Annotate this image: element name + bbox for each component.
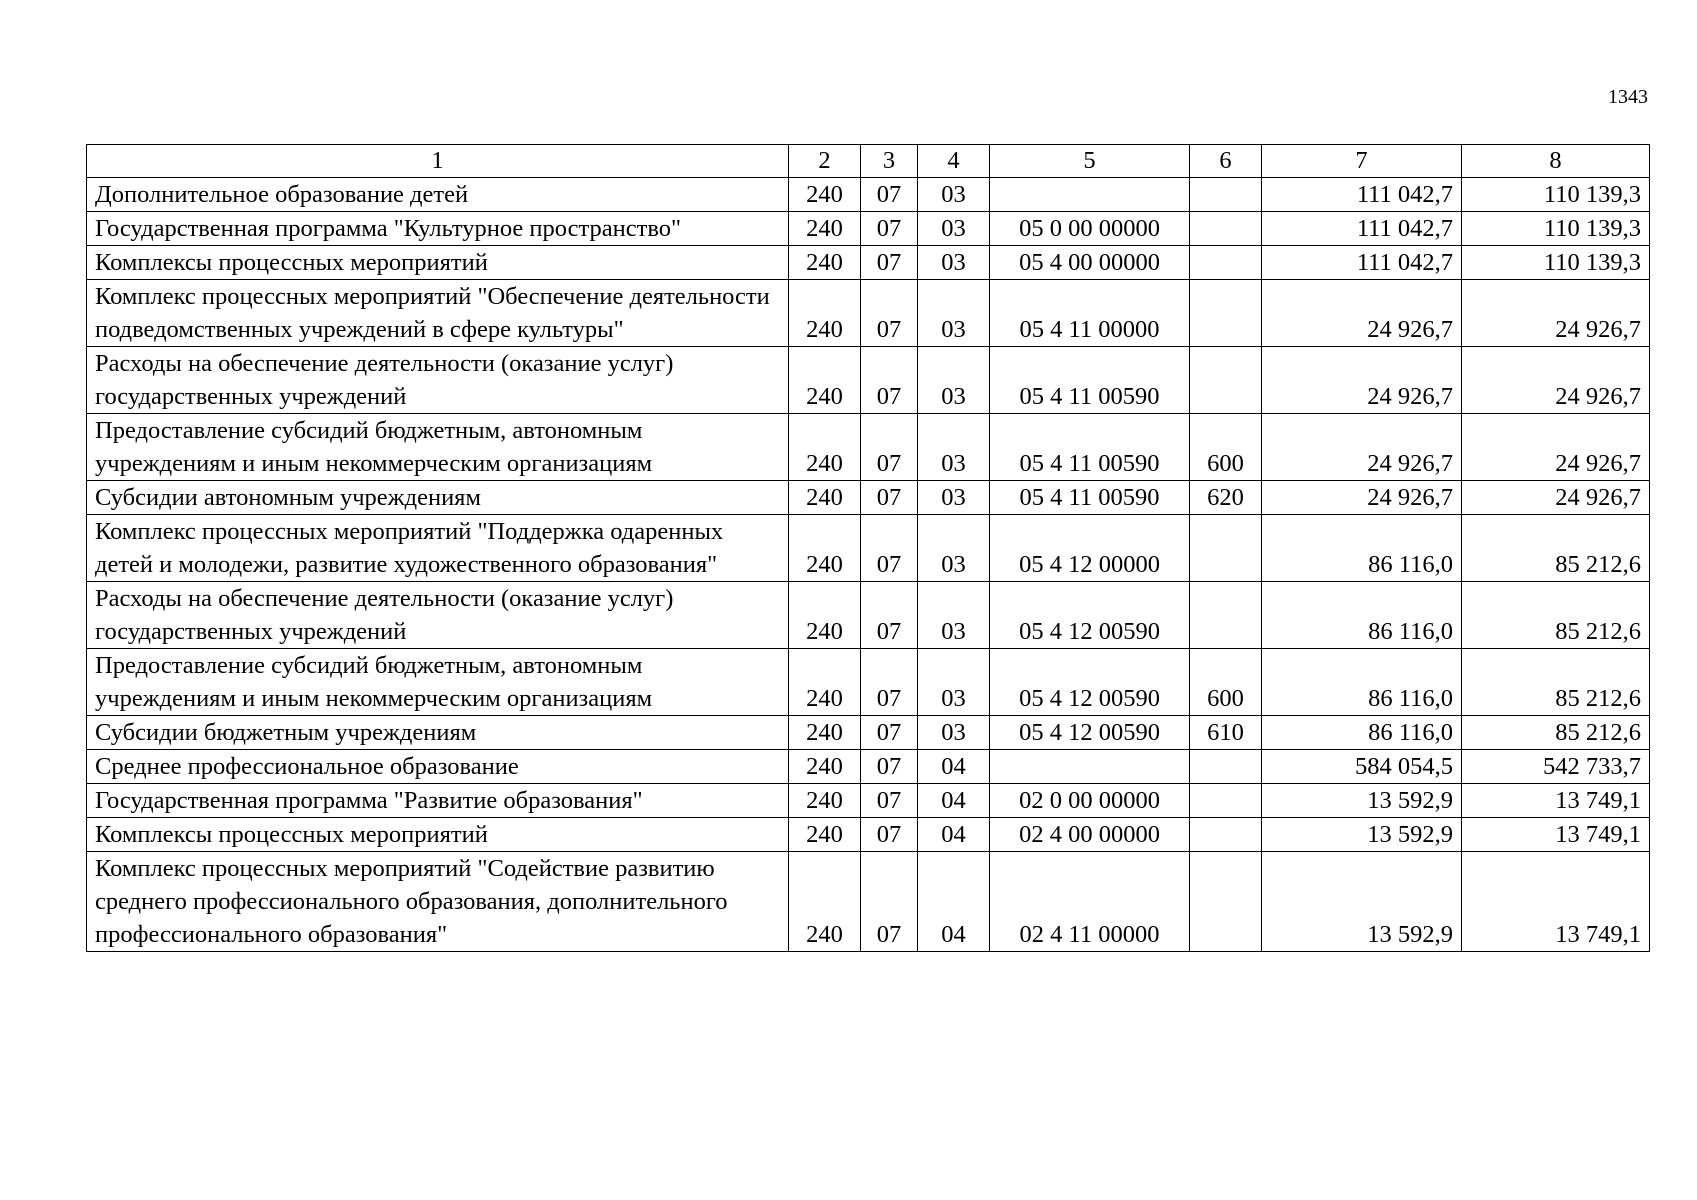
table-row: [87, 347, 1650, 414]
row-code-subsection: 03: [918, 347, 990, 414]
row-code-section: 07: [861, 818, 918, 852]
row-code-subsection: 04: [918, 750, 990, 784]
header-cell-3: 3: [861, 145, 918, 178]
row-code-ministry: 240: [789, 784, 861, 818]
row-code-target: 05 4 11 00000: [990, 280, 1190, 347]
row-amount-8: 85 212,6: [1462, 515, 1650, 582]
row-amount-7: 584 054,5: [1262, 750, 1462, 784]
row-code-expense-type: [1190, 178, 1262, 212]
row-code-subsection: 03: [918, 280, 990, 347]
row-amount-8: 110 139,3: [1462, 178, 1650, 212]
table-row: [87, 750, 1650, 784]
row-amount-7: 111 042,7: [1262, 212, 1462, 246]
row-code-subsection: 03: [918, 481, 990, 515]
budget-table: [86, 144, 1650, 952]
row-name: Дополнительное образование детей: [87, 178, 789, 212]
row-code-section: 07: [861, 784, 918, 818]
header-cell-7: 7: [1262, 145, 1462, 178]
row-code-ministry: 240: [789, 246, 861, 280]
row-name: Комплексы процессных мероприятий: [87, 818, 789, 852]
row-code-subsection: 03: [918, 178, 990, 212]
row-code-ministry: 240: [789, 716, 861, 750]
row-code-target: 05 4 12 00590: [990, 649, 1190, 716]
row-code-target: 05 4 12 00590: [990, 582, 1190, 649]
row-code-expense-type: [1190, 582, 1262, 649]
row-amount-7: 86 116,0: [1262, 716, 1462, 750]
row-amount-7: 86 116,0: [1262, 515, 1462, 582]
row-name: Государственная программа "Культурное пространство": [87, 212, 789, 246]
row-name: Расходы на обеспечение деятельности (оказание услуг) государственных учреждений: [87, 582, 789, 649]
row-code-expense-type: [1190, 347, 1262, 414]
table-row: [87, 784, 1650, 818]
row-code-section: 07: [861, 515, 918, 582]
row-code-ministry: 240: [789, 347, 861, 414]
row-code-subsection: 03: [918, 212, 990, 246]
page-number: 1343: [1608, 86, 1648, 108]
table-row: [87, 649, 1650, 716]
row-code-section: 07: [861, 414, 918, 481]
row-code-section: 07: [861, 178, 918, 212]
row-code-target: 05 4 11 00590: [990, 481, 1190, 515]
row-code-subsection: 03: [918, 649, 990, 716]
row-code-target: 05 4 00 00000: [990, 246, 1190, 280]
row-code-subsection: 03: [918, 716, 990, 750]
row-code-ministry: 240: [789, 414, 861, 481]
row-amount-7: 13 592,9: [1262, 784, 1462, 818]
row-code-section: 07: [861, 582, 918, 649]
table-row: [87, 818, 1650, 852]
row-code-target: 05 4 11 00590: [990, 347, 1190, 414]
row-name: Комплексы процессных мероприятий: [87, 246, 789, 280]
row-amount-8: 85 212,6: [1462, 582, 1650, 649]
row-name: Государственная программа "Развитие образования": [87, 784, 789, 818]
row-code-section: 07: [861, 716, 918, 750]
row-name: Предоставление субсидий бюджетным, автономным учреждениям и иным некоммерческим организациям: [87, 649, 789, 716]
row-code-section: 07: [861, 852, 918, 952]
row-code-target: 02 4 00 00000: [990, 818, 1190, 852]
row-amount-7: 24 926,7: [1262, 481, 1462, 515]
row-code-expense-type: [1190, 212, 1262, 246]
row-code-target: [990, 750, 1190, 784]
row-code-ministry: 240: [789, 582, 861, 649]
row-code-ministry: 240: [789, 481, 861, 515]
header-cell-6: 6: [1190, 145, 1262, 178]
header-cell-8: 8: [1462, 145, 1650, 178]
row-code-target: 05 0 00 00000: [990, 212, 1190, 246]
row-amount-8: 24 926,7: [1462, 347, 1650, 414]
row-amount-7: 86 116,0: [1262, 582, 1462, 649]
row-code-ministry: 240: [789, 750, 861, 784]
row-amount-8: 85 212,6: [1462, 716, 1650, 750]
row-code-expense-type: [1190, 750, 1262, 784]
row-code-ministry: 240: [789, 818, 861, 852]
table-row: [87, 212, 1650, 246]
table-row: [87, 582, 1650, 649]
row-amount-8: 13 749,1: [1462, 852, 1650, 952]
row-name: Среднее профессиональное образование: [87, 750, 789, 784]
row-name: Субсидии бюджетным учреждениям: [87, 716, 789, 750]
row-code-subsection: 04: [918, 852, 990, 952]
row-code-section: 07: [861, 280, 918, 347]
row-code-subsection: 04: [918, 818, 990, 852]
row-amount-8: 110 139,3: [1462, 246, 1650, 280]
table-row: [87, 414, 1650, 481]
row-code-section: 07: [861, 481, 918, 515]
row-code-expense-type: 600: [1190, 649, 1262, 716]
row-code-target: 05 4 12 00590: [990, 716, 1190, 750]
row-code-target: 02 0 00 00000: [990, 784, 1190, 818]
row-amount-7: 24 926,7: [1262, 414, 1462, 481]
table-header-row: [87, 145, 1650, 178]
table-row: [87, 515, 1650, 582]
row-amount-7: 24 926,7: [1262, 280, 1462, 347]
row-name: Комплекс процессных мероприятий "Содействие развитию среднего профессионального образования, дополнительного профессионального образования": [87, 852, 789, 952]
row-amount-8: 24 926,7: [1462, 414, 1650, 481]
row-code-target: 02 4 11 00000: [990, 852, 1190, 952]
row-amount-8: 85 212,6: [1462, 649, 1650, 716]
row-amount-7: 24 926,7: [1262, 347, 1462, 414]
row-code-section: 07: [861, 212, 918, 246]
row-amount-7: 13 592,9: [1262, 852, 1462, 952]
row-amount-7: 111 042,7: [1262, 246, 1462, 280]
row-amount-7: 86 116,0: [1262, 649, 1462, 716]
row-code-section: 07: [861, 347, 918, 414]
row-code-subsection: 03: [918, 515, 990, 582]
header-cell-5: 5: [990, 145, 1190, 178]
row-code-ministry: 240: [789, 515, 861, 582]
row-code-ministry: 240: [789, 280, 861, 347]
row-code-section: 07: [861, 649, 918, 716]
row-code-target: [990, 178, 1190, 212]
row-code-target: 05 4 11 00590: [990, 414, 1190, 481]
table-row: [87, 280, 1650, 347]
row-code-expense-type: 600: [1190, 414, 1262, 481]
table-row: [87, 852, 1650, 952]
row-code-expense-type: [1190, 852, 1262, 952]
table-row: [87, 481, 1650, 515]
header-cell-2: 2: [789, 145, 861, 178]
row-amount-8: 13 749,1: [1462, 818, 1650, 852]
table-row: [87, 246, 1650, 280]
row-code-subsection: 03: [918, 582, 990, 649]
header-cell-1: 1: [87, 145, 789, 178]
row-code-ministry: 240: [789, 852, 861, 952]
row-name: Комплекс процессных мероприятий "Обеспечение деятельности подведомственных учреждений в сфере культуры": [87, 280, 789, 347]
row-amount-7: 111 042,7: [1262, 178, 1462, 212]
row-code-section: 07: [861, 246, 918, 280]
row-code-ministry: 240: [789, 178, 861, 212]
row-code-expense-type: 620: [1190, 481, 1262, 515]
row-amount-8: 24 926,7: [1462, 481, 1650, 515]
row-code-subsection: 03: [918, 414, 990, 481]
row-name: Предоставление субсидий бюджетным, автономным учреждениям и иным некоммерческим организациям: [87, 414, 789, 481]
table-row: [87, 178, 1650, 212]
row-amount-8: 13 749,1: [1462, 784, 1650, 818]
row-name: Комплекс процессных мероприятий "Поддержка одаренных детей и молодежи, развитие художественного образования": [87, 515, 789, 582]
row-name: Расходы на обеспечение деятельности (оказание услуг) государственных учреждений: [87, 347, 789, 414]
row-code-expense-type: [1190, 818, 1262, 852]
row-code-expense-type: [1190, 280, 1262, 347]
row-code-expense-type: [1190, 515, 1262, 582]
row-code-subsection: 04: [918, 784, 990, 818]
row-code-expense-type: [1190, 784, 1262, 818]
row-code-section: 07: [861, 750, 918, 784]
row-code-subsection: 03: [918, 246, 990, 280]
row-amount-8: 24 926,7: [1462, 280, 1650, 347]
row-code-expense-type: [1190, 246, 1262, 280]
row-amount-8: 110 139,3: [1462, 212, 1650, 246]
row-code-expense-type: 610: [1190, 716, 1262, 750]
row-code-ministry: 240: [789, 649, 861, 716]
row-amount-7: 13 592,9: [1262, 818, 1462, 852]
row-code-target: 05 4 12 00000: [990, 515, 1190, 582]
row-amount-8: 542 733,7: [1462, 750, 1650, 784]
table-row: [87, 716, 1650, 750]
header-cell-4: 4: [918, 145, 990, 178]
row-code-ministry: 240: [789, 212, 861, 246]
row-name: Субсидии автономным учреждениям: [87, 481, 789, 515]
